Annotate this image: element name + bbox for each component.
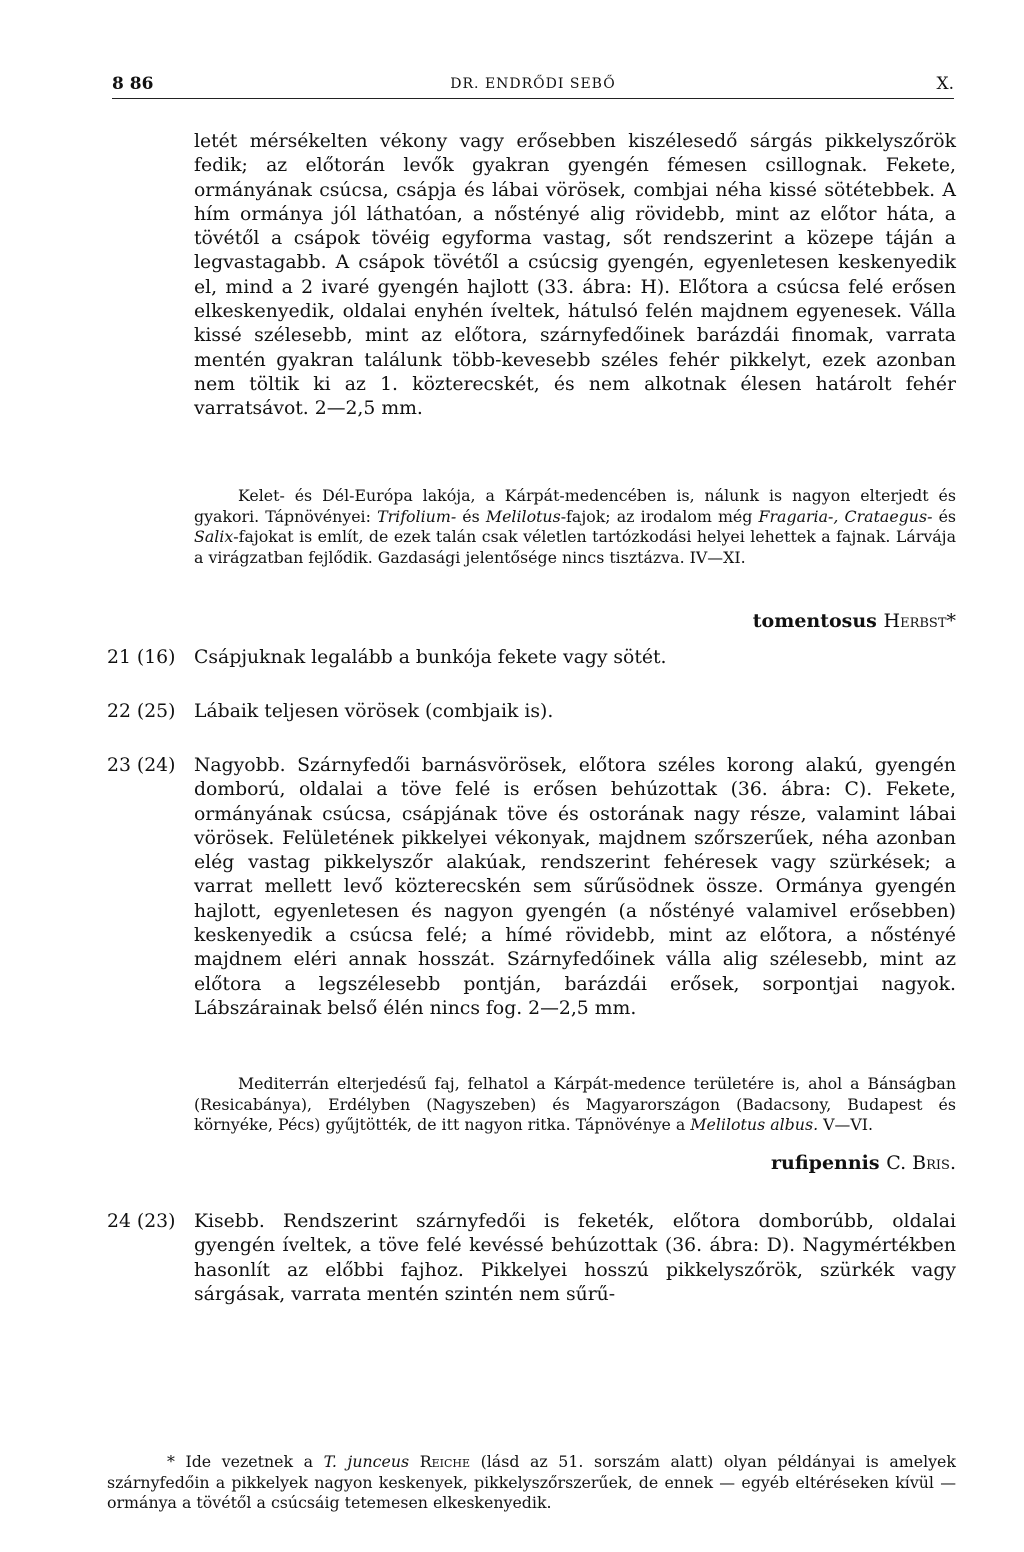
key-text: Csápjuknak legalább a bunkója fekete vagy sötét. — [194, 647, 667, 668]
key-entry-23 — [107, 754, 956, 1021]
key-entry-24 — [107, 1210, 956, 1307]
species-name-tomentosus: tomentosus Herbst* — [752, 610, 956, 632]
species-name-rufipennis: rufipennis C. Bris. — [771, 1152, 956, 1174]
key-text: Nagyobb. Szárnyfedői barnásvörösek, előtora széles korong alakú, gyengén domború, oldalai a töve felé is erősen behúzottak (36. ábra: C). Fekete, ormányának csúcsa, csápjának töve és ostorának nagy része, valamint lábai vörösek. Felületének pikkelyei vékonyak, majdnem szőrszerűek, néha azonban elég vastag pikkelyszőr alakúak, rendszerint fehéresek vagy szürkések; a varrat mellett levő közterecskén sem sűrűsödnek össze. Ormánya gyengén hajlott, egyenletesen és nagyon gyengén (a nőstényé valamivel erősebben) keskenyedik a csúcsa felé; a hímé rövidebb, mint az előtora, a nőstényé majdnem eléri annak hosszát. Szárnyfedőinek válla alig szélesebb, mint az előtora a legszélesebb pontján, barázdái erősek, sorpontjai nagyok. Lábszárainak belső élén nincs fog. 2—2,5 mm. — [194, 755, 956, 1019]
distribution-note-2: Mediterrán elterjedésű faj, felhatol a Kárpát-medence területére is, ahol a Bánságban (Resicabánya), Erdélyben (Nagyszeben) és Magyarországon (Badacsony, Budapest és környéke, Pécs) gyűjtötték, de itt nagyon ritka. Tápnövénye a Melilotus albus. V—VI. — [194, 1074, 956, 1135]
distribution-note-1: Kelet- és Dél-Európa lakója, a Kárpát-medencében is, nálunk is nagyon elterjedt és gyakori. Tápnövényei: Trifolium- és Melilotus-fajok; az irodalom még Fragaria-, Crataegus- és Salix-fajokat is említ, de ezek talán csak véletlen tartózkodási helyei lehettek a fajnak. Lárvája a virágzatban fejlődik. Gazdasági jelentősége nincs tisztázva. IV—XI. — [194, 486, 957, 568]
section-number: X. — [936, 74, 954, 94]
paragraph-continuation: letét mérsékelten vékony vagy erősebben kiszélesedő sárgás pikkelyszőrök fedik; az előtorán levők gyakran gyengén fémesen csillognak. Fekete, ormányának csúcsa, csápja és lábai vörösek, combjai néha kissé sötétebbek. A hím ormánya jól láthatóan, a nőstényé alig rövidebb, mint az előtor háta, a tövétől a csápok tövéig egyforma vastag, sőt rendszerint a közepe táján a legvastagabb. A csápok tövétől a csúcsig gyengén, egyenletesen keskenyedik el, mind a 2 ivaré gyengén hajlott (33. ábra: H). Előtora a csúcsa felé erősen elkeskenyedik, oldalai enyhén íveltek, hátulsó felén majdnem egyenesek. Válla kissé szélesebb, mint az előtora, szárnyfedőinek barázdái finomak, varrata mentén gyakran találunk több-kevesebb széles fehér pikkelyt, ezek azonban nem töltik ki az 1. közterecskét, és nem alkotnak élesen határolt fehér varratsávot. 2—2,5 mm. — [194, 131, 956, 420]
key-number: 22 (25) — [107, 701, 176, 722]
running-header — [112, 68, 954, 99]
key-text: Kisebb. Rendszerint szárnyfedői is feketék, előtora domborúbb, oldalai gyengén íveltek, a töve felé kevéssé behúzottak (36. ábra: D). Nagymértékben hasonlít az előbbi fajhoz. Pikkelyei hosszú pikkelyszőrök, szürkék vagy sárgásak, varrata mentén szintén nem sűrű- — [194, 1211, 956, 1305]
key-text: Lábaik teljesen vörösek (combjaik is). — [194, 701, 554, 722]
key-entry-22 — [107, 700, 956, 724]
key-entry-21 — [107, 646, 956, 670]
running-title: DR. ENDRŐDI SEBŐ — [450, 76, 616, 92]
key-number: 24 (23) — [107, 1211, 176, 1232]
key-number: 23 (24) — [107, 755, 176, 776]
key-number: 21 (16) — [107, 647, 176, 668]
page-number: 8 86 — [112, 74, 154, 94]
footnote: * Ide vezetnek a T. junceus Reiche (lásd az 51. sorszám alatt) olyan példányai is amelyek szárnyfedőin a pikkelyek nagyon keskenyek, pikkelyszőrszerűek, de ennek — egyéb eltéréseken kívül — ormánya a tövétől a csúcsáig tetemesen elkeskenyedik. — [107, 1452, 956, 1513]
